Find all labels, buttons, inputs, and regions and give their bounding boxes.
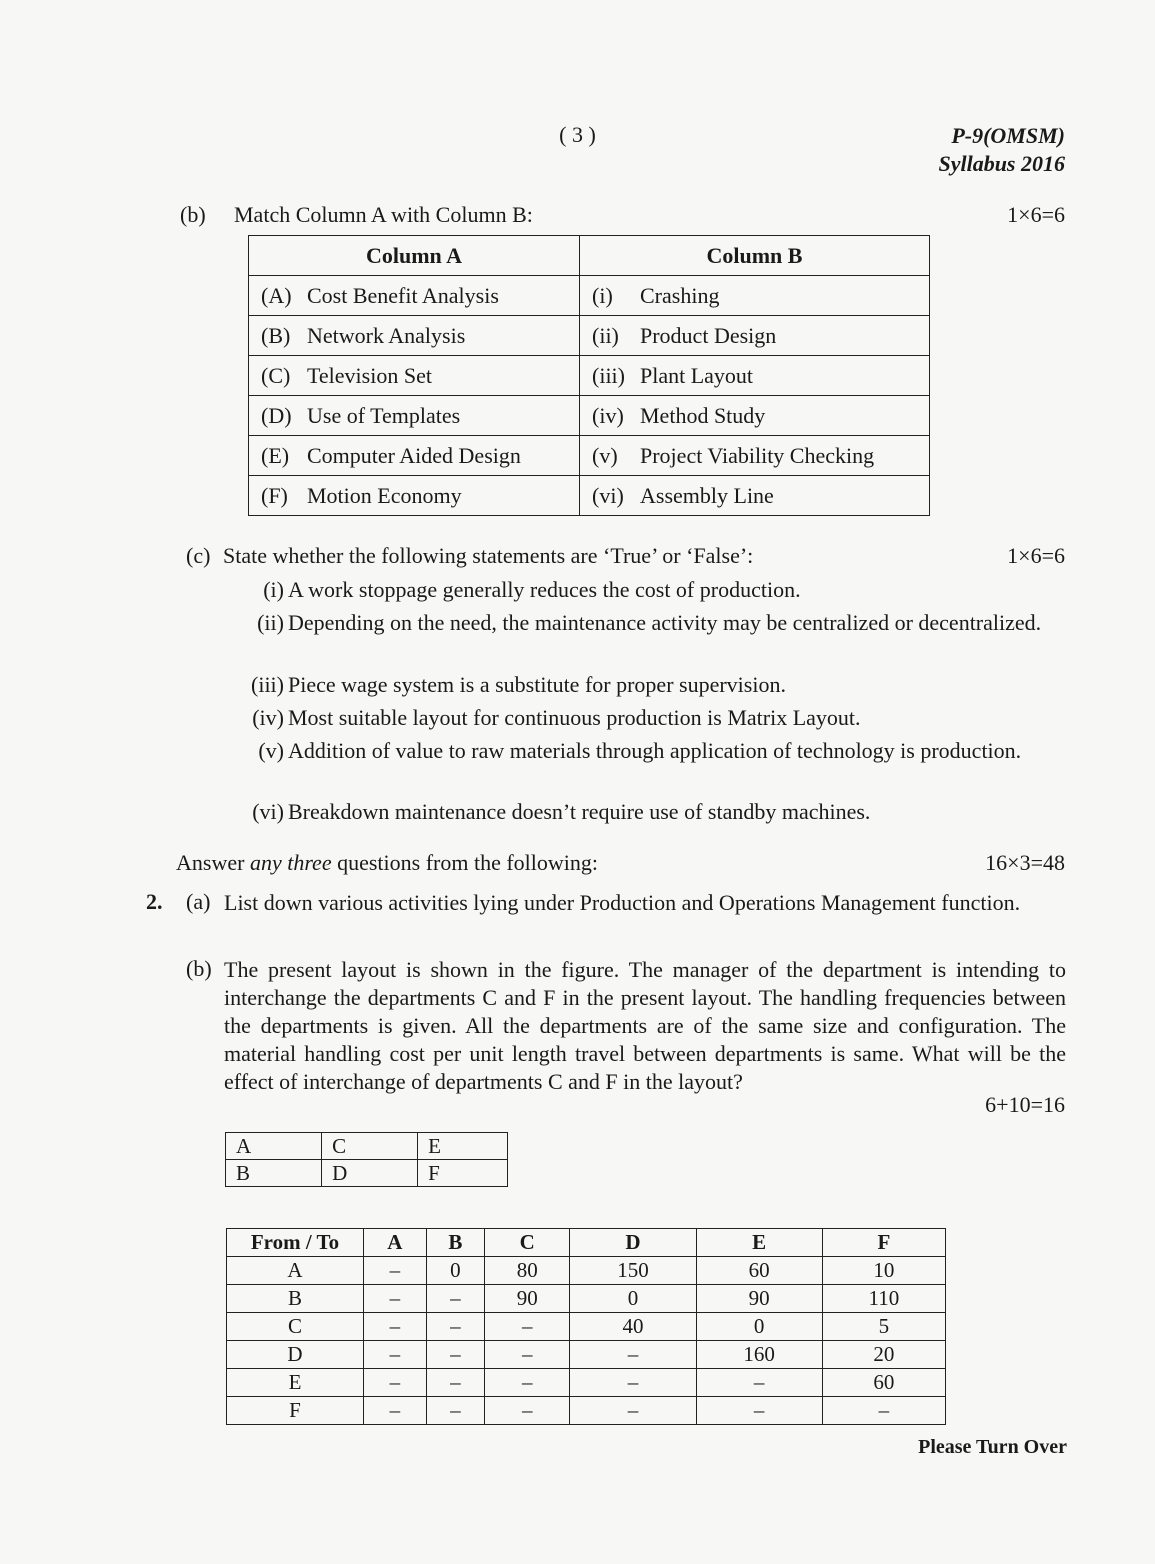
statement-text: Most suitable layout for continuous production is Matrix Layout. bbox=[288, 705, 861, 730]
column-a-cell bbox=[249, 316, 580, 356]
match-row bbox=[249, 436, 930, 476]
freq-cell: 0 bbox=[570, 1285, 696, 1313]
freq-cell: – bbox=[364, 1257, 427, 1285]
freq-cell: – bbox=[570, 1341, 696, 1369]
column-a-label: (C) bbox=[261, 362, 291, 388]
freq-cell: 80 bbox=[485, 1257, 570, 1285]
freq-cell: – bbox=[426, 1313, 484, 1341]
column-b-header: Column B bbox=[580, 236, 930, 276]
present-layout-table bbox=[225, 1132, 508, 1187]
column-a-cell bbox=[249, 436, 580, 476]
freq-row bbox=[227, 1341, 946, 1369]
statement-item bbox=[236, 609, 1066, 636]
column-a-cell bbox=[249, 396, 580, 436]
freq-header-cell: B bbox=[426, 1229, 484, 1257]
freq-row-label: B bbox=[227, 1285, 364, 1313]
match-table bbox=[248, 235, 930, 516]
statement-number: (v) bbox=[258, 738, 284, 763]
freq-row bbox=[227, 1285, 946, 1313]
column-b-label: (iv) bbox=[592, 402, 624, 428]
freq-cell: 20 bbox=[822, 1341, 945, 1369]
statement-text: Addition of value to raw materials through application of technology is production. bbox=[288, 738, 1022, 763]
column-a-header: Column A bbox=[249, 236, 580, 276]
freq-row-label: A bbox=[227, 1257, 364, 1285]
statement-text: Piece wage system is a substitute for proper supervision. bbox=[288, 672, 786, 697]
freq-cell: 10 bbox=[822, 1257, 945, 1285]
column-a-text: Network Analysis bbox=[307, 322, 466, 348]
please-turn-over: Please Turn Over bbox=[918, 1436, 1067, 1458]
column-b-text: Plant Layout bbox=[640, 362, 754, 388]
freq-header-cell: C bbox=[485, 1229, 570, 1257]
freq-cell: – bbox=[364, 1313, 427, 1341]
layout-cell: B bbox=[226, 1160, 322, 1187]
freq-cell: 110 bbox=[822, 1285, 945, 1313]
statement-item bbox=[236, 798, 1066, 825]
column-b-label: (vi) bbox=[592, 482, 624, 508]
question-number: 2. bbox=[146, 889, 163, 914]
page-number: ( 3 ) bbox=[559, 122, 596, 147]
column-a-cell bbox=[249, 356, 580, 396]
freq-row-label: E bbox=[227, 1369, 364, 1397]
column-a-text: Computer Aided Design bbox=[307, 442, 521, 468]
match-row bbox=[249, 276, 930, 316]
freq-row-label: F bbox=[227, 1397, 364, 1425]
part-b-marks: 1×6=6 bbox=[1007, 202, 1065, 227]
freq-cell: – bbox=[364, 1369, 427, 1397]
column-b-text: Product Design bbox=[640, 322, 777, 348]
freq-header-row bbox=[227, 1229, 946, 1257]
column-a-label: (F) bbox=[261, 482, 288, 508]
freq-cell: – bbox=[364, 1285, 427, 1313]
freq-cell: – bbox=[426, 1369, 484, 1397]
statement-item bbox=[236, 671, 1066, 698]
column-b-label: (i) bbox=[592, 282, 613, 308]
freq-cell: – bbox=[364, 1397, 427, 1425]
paper-code-block bbox=[938, 122, 1065, 178]
q2a-label: (a) bbox=[186, 889, 211, 914]
column-b-text: Project Viability Checking bbox=[640, 442, 875, 468]
freq-cell: – bbox=[426, 1397, 484, 1425]
freq-cell: – bbox=[570, 1397, 696, 1425]
statement-number: (i) bbox=[263, 577, 284, 602]
freq-header-cell: A bbox=[364, 1229, 427, 1257]
column-b-cell bbox=[580, 316, 930, 356]
statement-number: (ii) bbox=[257, 610, 284, 635]
match-row bbox=[249, 396, 930, 436]
handling-frequency-table bbox=[226, 1228, 946, 1425]
column-b-cell bbox=[580, 436, 930, 476]
column-a-label: (D) bbox=[261, 402, 292, 428]
freq-cell: 150 bbox=[570, 1257, 696, 1285]
freq-cell: – bbox=[485, 1313, 570, 1341]
q2b-label: (b) bbox=[186, 956, 212, 981]
statement-number: (vi) bbox=[252, 799, 284, 824]
column-b-cell bbox=[580, 476, 930, 516]
part-b-label: (b) bbox=[180, 202, 206, 227]
section-instruction bbox=[176, 850, 598, 876]
section-post: questions from the following: bbox=[331, 850, 599, 875]
column-b-text: Assembly Line bbox=[640, 482, 774, 508]
column-b-text: Method Study bbox=[640, 402, 766, 428]
column-a-text: Television Set bbox=[307, 362, 432, 388]
column-a-label: (B) bbox=[261, 322, 291, 348]
freq-cell: 60 bbox=[822, 1369, 945, 1397]
statement-number: (iii) bbox=[251, 672, 284, 697]
freq-row bbox=[227, 1313, 946, 1341]
freq-cell: 90 bbox=[696, 1285, 822, 1313]
freq-row bbox=[227, 1257, 946, 1285]
freq-cell: – bbox=[822, 1397, 945, 1425]
column-a-text: Cost Benefit Analysis bbox=[307, 282, 499, 308]
statement-item bbox=[236, 576, 1066, 603]
layout-cell: C bbox=[322, 1133, 418, 1160]
freq-cell: – bbox=[426, 1285, 484, 1313]
freq-cell: – bbox=[426, 1341, 484, 1369]
freq-header-cell: E bbox=[696, 1229, 822, 1257]
part-b-instruction: Match Column A with Column B: bbox=[234, 202, 533, 227]
section-marks: 16×3=48 bbox=[985, 850, 1065, 875]
freq-header-cell: From / To bbox=[227, 1229, 364, 1257]
syllabus-year: Syllabus 2016 bbox=[938, 151, 1065, 176]
statement-item bbox=[236, 737, 1066, 764]
column-b-text: Crashing bbox=[640, 282, 720, 308]
layout-row bbox=[226, 1133, 508, 1160]
part-c-label: (c) bbox=[186, 543, 211, 568]
layout-cell: E bbox=[418, 1133, 508, 1160]
statement-number: (iv) bbox=[252, 705, 284, 730]
freq-cell: – bbox=[485, 1397, 570, 1425]
freq-cell: 160 bbox=[696, 1341, 822, 1369]
freq-header-cell: F bbox=[822, 1229, 945, 1257]
freq-cell: 60 bbox=[696, 1257, 822, 1285]
q2b-text: The present layout is shown in the figure. The manager of the department is intending to interchange the departments C and F in the present layout. The handling frequencies between the departments is given. All the departments are of the same size and configuration. The material handling cost per unit length travel between departments is same. What will be the effect of interchange of departments C and F in the layout? bbox=[224, 957, 1066, 1094]
freq-row-label: C bbox=[227, 1313, 364, 1341]
paper-code: P-9(OMSM) bbox=[951, 123, 1065, 148]
layout-row bbox=[226, 1160, 508, 1187]
column-a-text: Motion Economy bbox=[307, 482, 462, 508]
column-a-label: (A) bbox=[261, 282, 292, 308]
freq-cell: 90 bbox=[485, 1285, 570, 1313]
freq-cell: 5 bbox=[822, 1313, 945, 1341]
freq-cell: – bbox=[570, 1369, 696, 1397]
freq-cell: 0 bbox=[426, 1257, 484, 1285]
column-a-cell bbox=[249, 276, 580, 316]
column-b-label: (iii) bbox=[592, 362, 625, 388]
layout-cell: F bbox=[418, 1160, 508, 1187]
part-c-instruction: State whether the following statements are ‘True’ or ‘False’: bbox=[223, 543, 754, 568]
layout-cell: D bbox=[322, 1160, 418, 1187]
freq-cell: – bbox=[485, 1341, 570, 1369]
freq-row bbox=[227, 1397, 946, 1425]
column-b-label: (ii) bbox=[592, 322, 619, 348]
match-row bbox=[249, 316, 930, 356]
q2a-text: List down various activities lying under Production and Operations Management function. bbox=[224, 890, 1021, 915]
freq-cell: – bbox=[364, 1341, 427, 1369]
column-a-label: (E) bbox=[261, 442, 290, 468]
statement-item bbox=[236, 704, 1066, 731]
freq-cell: – bbox=[696, 1369, 822, 1397]
freq-cell: 40 bbox=[570, 1313, 696, 1341]
part-c-marks: 1×6=6 bbox=[1007, 543, 1065, 568]
match-row bbox=[249, 476, 930, 516]
statement-text: Depending on the need, the maintenance activity may be centralized or decentralized. bbox=[288, 610, 1042, 635]
statement-text: A work stoppage generally reduces the cost of production. bbox=[288, 577, 801, 602]
section-pre: Answer bbox=[176, 850, 250, 875]
column-b-cell bbox=[580, 276, 930, 316]
freq-cell: – bbox=[485, 1369, 570, 1397]
layout-cell: A bbox=[226, 1133, 322, 1160]
column-b-cell bbox=[580, 356, 930, 396]
freq-header-cell: D bbox=[570, 1229, 696, 1257]
match-row bbox=[249, 356, 930, 396]
freq-row-label: D bbox=[227, 1341, 364, 1369]
q2-marks: 6+10=16 bbox=[985, 1092, 1065, 1117]
freq-row bbox=[227, 1369, 946, 1397]
statement-text: Breakdown maintenance doesn’t require use of standby machines. bbox=[288, 799, 871, 824]
column-b-cell bbox=[580, 396, 930, 436]
freq-cell: 0 bbox=[696, 1313, 822, 1341]
column-b-label: (v) bbox=[592, 442, 618, 468]
column-a-text: Use of Templates bbox=[307, 402, 461, 428]
freq-cell: – bbox=[696, 1397, 822, 1425]
column-a-cell bbox=[249, 476, 580, 516]
section-emph: any three bbox=[249, 850, 332, 875]
